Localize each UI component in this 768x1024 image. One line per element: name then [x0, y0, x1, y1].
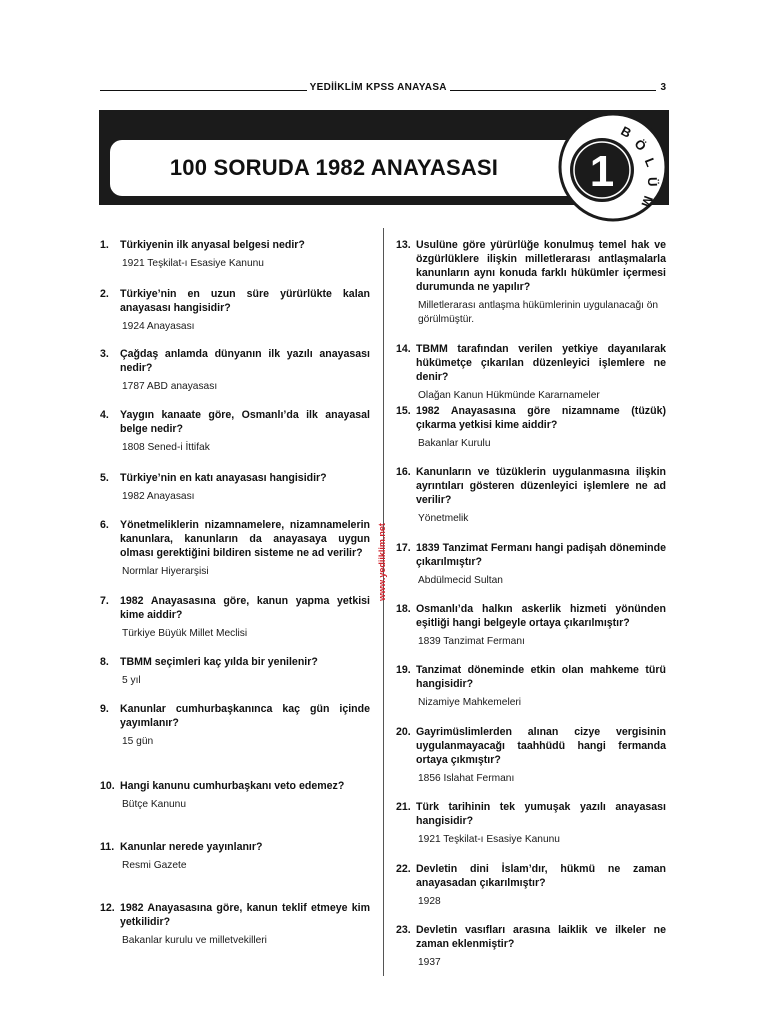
question-item	[396, 465, 666, 526]
question-item	[100, 901, 370, 948]
question-text: Osmanlı’da halkın askerlik hizmeti yönünden eşitliği hangi belgeyle ortaya çıkarılmıştır?	[416, 603, 666, 629]
question-text: Kanunlar nerede yayınlanır?	[120, 841, 263, 853]
page-number: 3	[660, 81, 666, 93]
question-text: TBMM tarafından verilen yetkiye dayanılarak hükümetçe çıkarılan düzenleyici işlemlere ne denir?	[416, 343, 666, 383]
question-text: Gayrimüslimlerden alınan cizye vergisinin uygulanmayacağı taahhüdü hangi fermanda ortaya çıkmıştır?	[416, 726, 666, 766]
question-number: 2.	[100, 288, 109, 300]
question-text: Yönetmeliklerin nizamnamelere, nizamnamelerin kanunlara, kanunların da anayasaya uygun olması gerektiğini bildiren sisteme ne ad verilir?	[120, 519, 370, 559]
question-number: 22.	[396, 863, 411, 875]
question-text: Kanunların ve tüzüklerin uygulanmasına ilişkin ayrıntıları gösteren düzenleyici işlemlere ne ad verilir?	[416, 466, 666, 506]
chapter-word-letter: Ü	[644, 176, 661, 187]
chapter-word-letter: B	[618, 123, 634, 141]
watermark	[371, 522, 393, 602]
chapter-word-letter: L	[641, 155, 659, 169]
running-title: YEDİİKLİM KPSS ANAYASA	[309, 81, 447, 93]
answer-text: 1924 Anayasası	[122, 321, 195, 332]
question-item	[100, 840, 370, 873]
question-item	[100, 702, 370, 749]
running-header	[100, 80, 666, 94]
answer-text: Bütçe Kanunu	[122, 799, 187, 810]
question-item	[100, 238, 370, 271]
answer-text: 1839 Tanzimat Fermanı	[418, 636, 525, 647]
answer-text: 1928	[418, 896, 441, 907]
question-item	[396, 923, 666, 970]
question-number: 3.	[100, 348, 109, 360]
answer-text: Türkiye Büyük Millet Meclisi	[122, 628, 248, 639]
question-item	[396, 602, 666, 649]
answer-text: Olağan Kanun Hükmünde Kararnameler	[418, 390, 600, 401]
answer-text: Bakanlar kurulu ve milletvekilleri	[122, 935, 267, 946]
question-item	[100, 594, 370, 641]
answer-text: 1856 Islahat Fermanı	[418, 773, 515, 784]
question-text: 1982 Anayasasına göre, kanun teklif etmeye kim yetkilidir?	[120, 902, 370, 928]
question-number: 12.	[100, 902, 115, 914]
question-item	[100, 779, 370, 812]
question-text: Çağdaş anlamda dünyanın ilk yazılı anayasası nedir?	[120, 348, 370, 374]
question-number: 21.	[396, 801, 411, 813]
question-number: 14.	[396, 343, 411, 355]
question-item	[100, 518, 370, 579]
question-item	[396, 541, 666, 588]
answer-text: 1982 Anayasası	[122, 491, 195, 502]
question-text: Türkiyenin ilk anyasal belgesi nedir?	[120, 239, 305, 251]
question-item	[100, 471, 370, 504]
chapter-number: 1	[589, 147, 615, 196]
chapter-word-letter: M	[638, 193, 657, 210]
watermark-text: www.yediiklim.net	[377, 523, 387, 601]
question-number: 15.	[396, 405, 411, 417]
chapter-title-box	[110, 140, 596, 196]
answer-text: 1808 Sened-i İttifak	[122, 442, 210, 453]
question-number: 16.	[396, 466, 411, 478]
answer-text: Normlar Hiyerarşisi	[122, 566, 209, 577]
answer-text: Abdülmecid Sultan	[418, 575, 503, 586]
question-number: 8.	[100, 656, 109, 668]
question-number: 10.	[100, 780, 115, 792]
answer-text: 1787 ABD anayasası	[122, 381, 218, 392]
question-number: 5.	[100, 472, 109, 484]
answer-text: 1921 Teşkilat-ı Esasiye Kanunu	[418, 834, 560, 845]
question-number: 20.	[396, 726, 411, 738]
question-item	[396, 800, 666, 847]
question-text: Türkiye’nin en katı anayasası hangisidir?	[120, 472, 327, 484]
question-text: 1982 Anayasasına göre, kanun yapma yetkisi kime aiddir?	[120, 595, 370, 621]
answer-text: Nizamiye Mahkemeleri	[418, 697, 522, 708]
question-item	[100, 287, 370, 334]
question-number: 6.	[100, 519, 109, 531]
answer-text: 1937	[418, 957, 441, 968]
question-text: Devletin dini İslam’dır, hükmü ne zaman anayasadan çıkarılmıştır?	[416, 863, 666, 889]
question-item	[396, 725, 666, 786]
question-number: 7.	[100, 595, 109, 607]
question-item	[100, 408, 370, 455]
question-number: 4.	[100, 409, 109, 421]
question-item	[396, 404, 666, 451]
answer-text: Milletlerarası antlaşma hükümlerinin uygulanacağı ön görülmüştür.	[418, 300, 659, 325]
question-item	[396, 342, 666, 403]
question-item	[100, 655, 370, 688]
answer-text: 5 yıl	[122, 675, 141, 686]
question-text: 1839 Tanzimat Fermanı hangi padişah döneminde çıkarılmıştır?	[416, 542, 666, 568]
question-text: Usulüne göre yürürlüğe konulmuş temel hak ve özgürlüklere ilişkin milletlerarası antlaşmalarla kanunların aynı konuda farklı hükümler içermesi durumunda ne yapılır?	[416, 239, 666, 293]
question-text: TBMM seçimleri kaç yılda bir yenilenir?	[120, 656, 318, 668]
question-number: 23.	[396, 924, 411, 936]
answer-text: 15 gün	[122, 736, 154, 747]
question-item	[396, 663, 666, 710]
question-number: 13.	[396, 239, 411, 251]
header-rule-right	[450, 90, 657, 91]
chapter-title: 100 SORUDA 1982 ANAYASASI	[169, 155, 499, 180]
question-number: 9.	[100, 703, 109, 715]
question-item	[100, 347, 370, 394]
question-number: 11.	[100, 841, 115, 853]
column-divider	[383, 228, 384, 976]
question-number: 18.	[396, 603, 411, 615]
question-text: Hangi kanunu cumhurbaşkanı veto edemez?	[120, 780, 345, 792]
question-number: 19.	[396, 664, 411, 676]
chapter-badge	[558, 112, 668, 222]
question-number: 17.	[396, 542, 411, 554]
question-text: Devletin vasıfları arasına laiklik ve ilkeler ne zaman eklenmiştir?	[416, 924, 666, 950]
chapter-word-letter: Ö	[631, 136, 650, 154]
question-text: Türk tarihinin tek yumuşak yazılı anayasası hangisidir?	[416, 801, 666, 827]
question-item	[396, 238, 666, 327]
question-number: 1.	[100, 239, 109, 251]
answer-text: Yönetmelik	[418, 513, 469, 524]
question-text: Tanzimat döneminde etkin olan mahkeme türü hangisidir?	[416, 664, 666, 690]
question-text: Kanunlar cumhurbaşkanınca kaç gün içinde yayımlanır?	[120, 703, 370, 729]
answer-text: 1921 Teşkilat-ı Esasiye Kanunu	[122, 258, 264, 269]
answer-text: Resmi Gazete	[122, 860, 187, 871]
question-item	[396, 862, 666, 909]
question-text: Yaygın kanaate göre, Osmanlı’da ilk anayasal belge nedir?	[120, 409, 370, 435]
question-text: Türkiye’nin en uzun süre yürürlükte kalan anayasası hangisidir?	[120, 288, 370, 314]
answer-text: Bakanlar Kurulu	[418, 438, 491, 449]
header-rule-left	[100, 90, 307, 91]
question-text: 1982 Anayasasına göre nizamname (tüzük) çıkarma yetkisi kime aiddir?	[416, 405, 666, 431]
